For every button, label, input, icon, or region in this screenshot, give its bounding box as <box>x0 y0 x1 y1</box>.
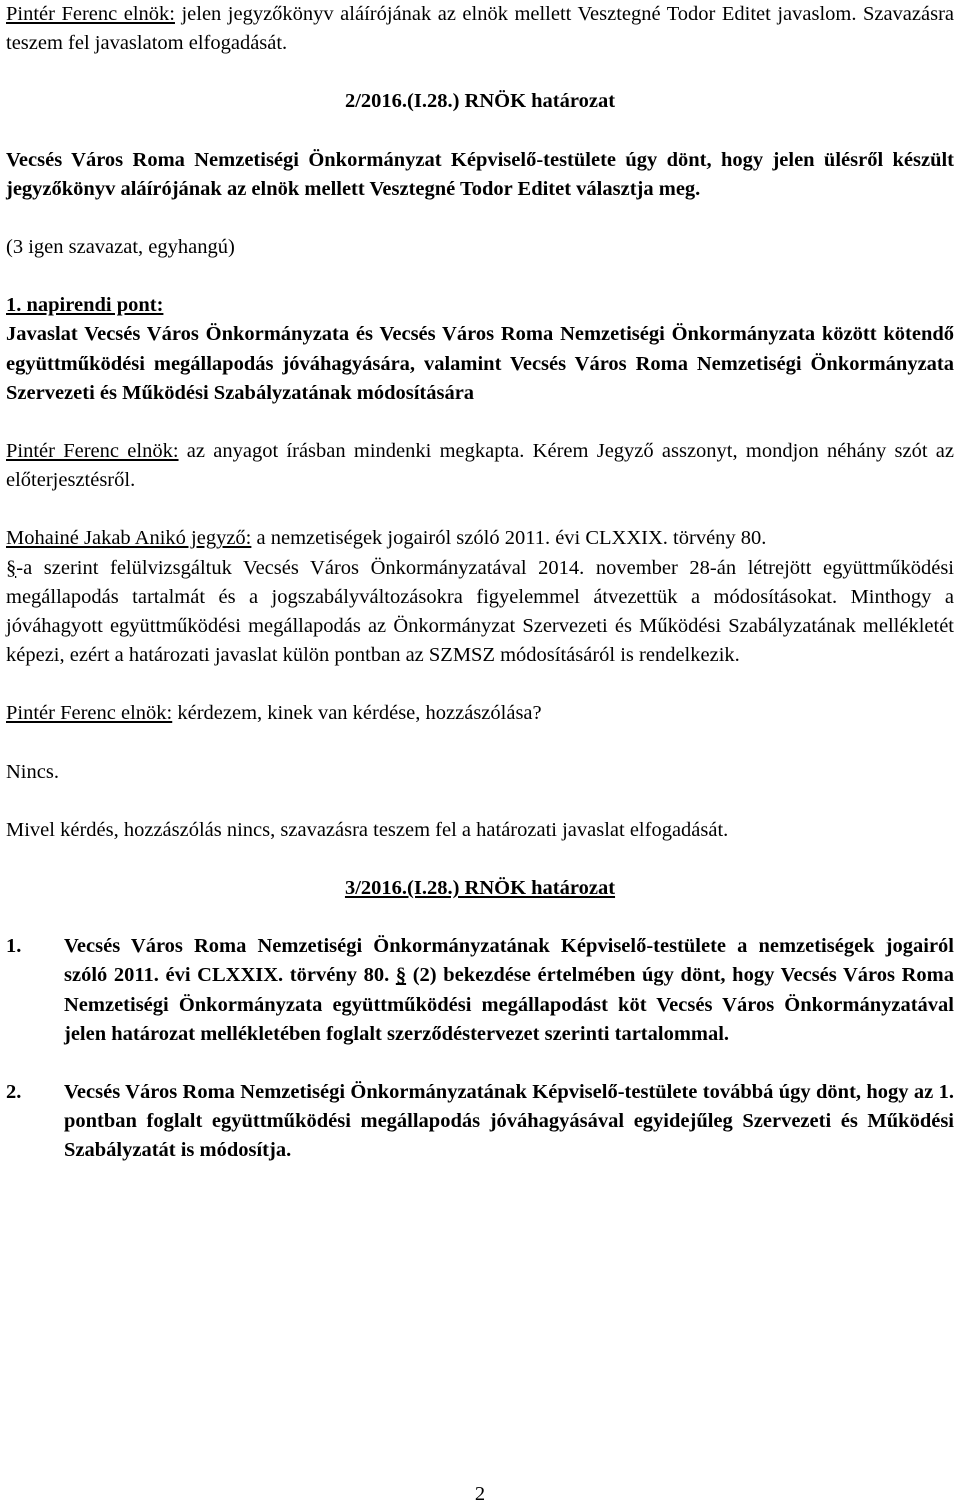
notary-text-b: -a szerint felülvizsgáltuk Vecsés Város Önkormányzatával 2014. november 28-án létrejött együttműködési megállapodás tartalmát és a jogszabályváltozásokra figyelemmel átvezettük a módosításokat. Minthogy a jóváhagyott együttműködési megállapodás az Önkormányzat Szervezeti és Működési Szabályzatának mellékletét képezi, ezért a határozati javaslat külön pontban az SZMSZ módosításáról is rendelkezik. <box>6 556 954 667</box>
resolution-3-item-2 <box>6 1078 954 1166</box>
speaker-label: Mohainé Jakab Anikó jegyző: <box>6 527 252 550</box>
chair-text-2: kérdezem, kinek van kérdése, hozzászólása? <box>172 702 542 725</box>
intro-text: jelen jegyzőkönyv aláírójának az elnök mellett Vesztegné Todor Editet javaslom. Szavazásra teszem fel javaslatom elfogadását. <box>6 3 954 55</box>
document-page <box>6 0 954 1166</box>
item-text: Vecsés Város Roma Nemzetiségi Önkormányzatának Képviselő-testülete továbbá úgy dönt, hogy az 1. pontban foglalt együttműködési megállapodás jóváhagyásával egyidejűleg Szervezeti és Működési Szabályzatát is módosítja. <box>64 1081 954 1162</box>
speaker-label: Pintér Ferenc elnök: <box>6 440 179 463</box>
agenda-1-text: Javaslat Vecsés Város Önkormányzata és Vecsés Város Roma Nemzetiségi Önkormányzata között kötendő együttműködési megállapodás jóváhagyására, valamint Vecsés Város Roma Nemzetiségi Önkormányzata Szervezeti és Működési Szabályzatának módosítására <box>6 323 954 404</box>
resolution-3-item-1 <box>6 932 954 1049</box>
notary-text-a: a nemzetiségek jogairól szóló 2011. évi CLXXIX. törvény 80. <box>251 527 767 550</box>
resolution-2-text: Vecsés Város Roma Nemzetiségi Önkormányzat Képviselő-testülete úgy dönt, hogy jelen ülésről készült jegyzőkönyv aláírójának az elnök mellett Vesztegné Todor Editet választja meg. <box>6 148 954 200</box>
notary-paragraph <box>6 524 954 670</box>
agenda-1-label: 1. napirendi pont: <box>6 294 164 317</box>
resolution-2-title: 2/2016.(I.28.) RNÖK határozat <box>344 90 616 113</box>
speaker-label: Pintér Ferenc elnök: <box>6 3 175 25</box>
resolution-2-vote: (3 igen szavazat, egyhangú) <box>6 236 235 259</box>
chair-paragraph-1 <box>6 437 954 495</box>
section-sign: § <box>395 964 407 987</box>
speaker-label: Pintér Ferenc elnök: <box>6 702 173 725</box>
item-number: 2. <box>6 1081 22 1104</box>
item-1-text-a: Vecsés Város Roma Nemzetiségi Önkormányzatának Képviselő-testülete a nemzetiségek jogairól szóló 2011. évi CLXXIX. törvény 80. <box>64 935 954 987</box>
chair-paragraph-2 <box>6 699 954 728</box>
item-number: 1. <box>6 935 22 958</box>
intro-paragraph <box>6 0 954 58</box>
section-sign: § <box>6 556 17 579</box>
chair-text-1: az anyagot írásban mindenki megkapta. Kérem Jegyző asszonyt, mondjon néhány szót az előterjesztésről. <box>6 440 955 492</box>
motion-paragraph: Mivel kérdés, hozzászólás nincs, szavazásra teszem fel a határozati javaslat elfogadását. <box>6 818 729 841</box>
none-paragraph: Nincs. <box>6 760 59 783</box>
page-number: 2 <box>474 1483 486 1505</box>
resolution-3-title: 3/2016.(I.28.) RNÖK határozat <box>344 877 616 900</box>
item-text <box>64 932 954 1049</box>
item-1-text-b: (2) bekezdése értelmében úgy dönt, hogy Vecsés Város Roma Nemzetiségi Önkormányzata együttműködési megállapodást köt Vecsés Város Önkormányzatával jelen határozat mellékletében foglalt szerződéstervezet szerinti tartalommal. <box>64 964 955 1045</box>
